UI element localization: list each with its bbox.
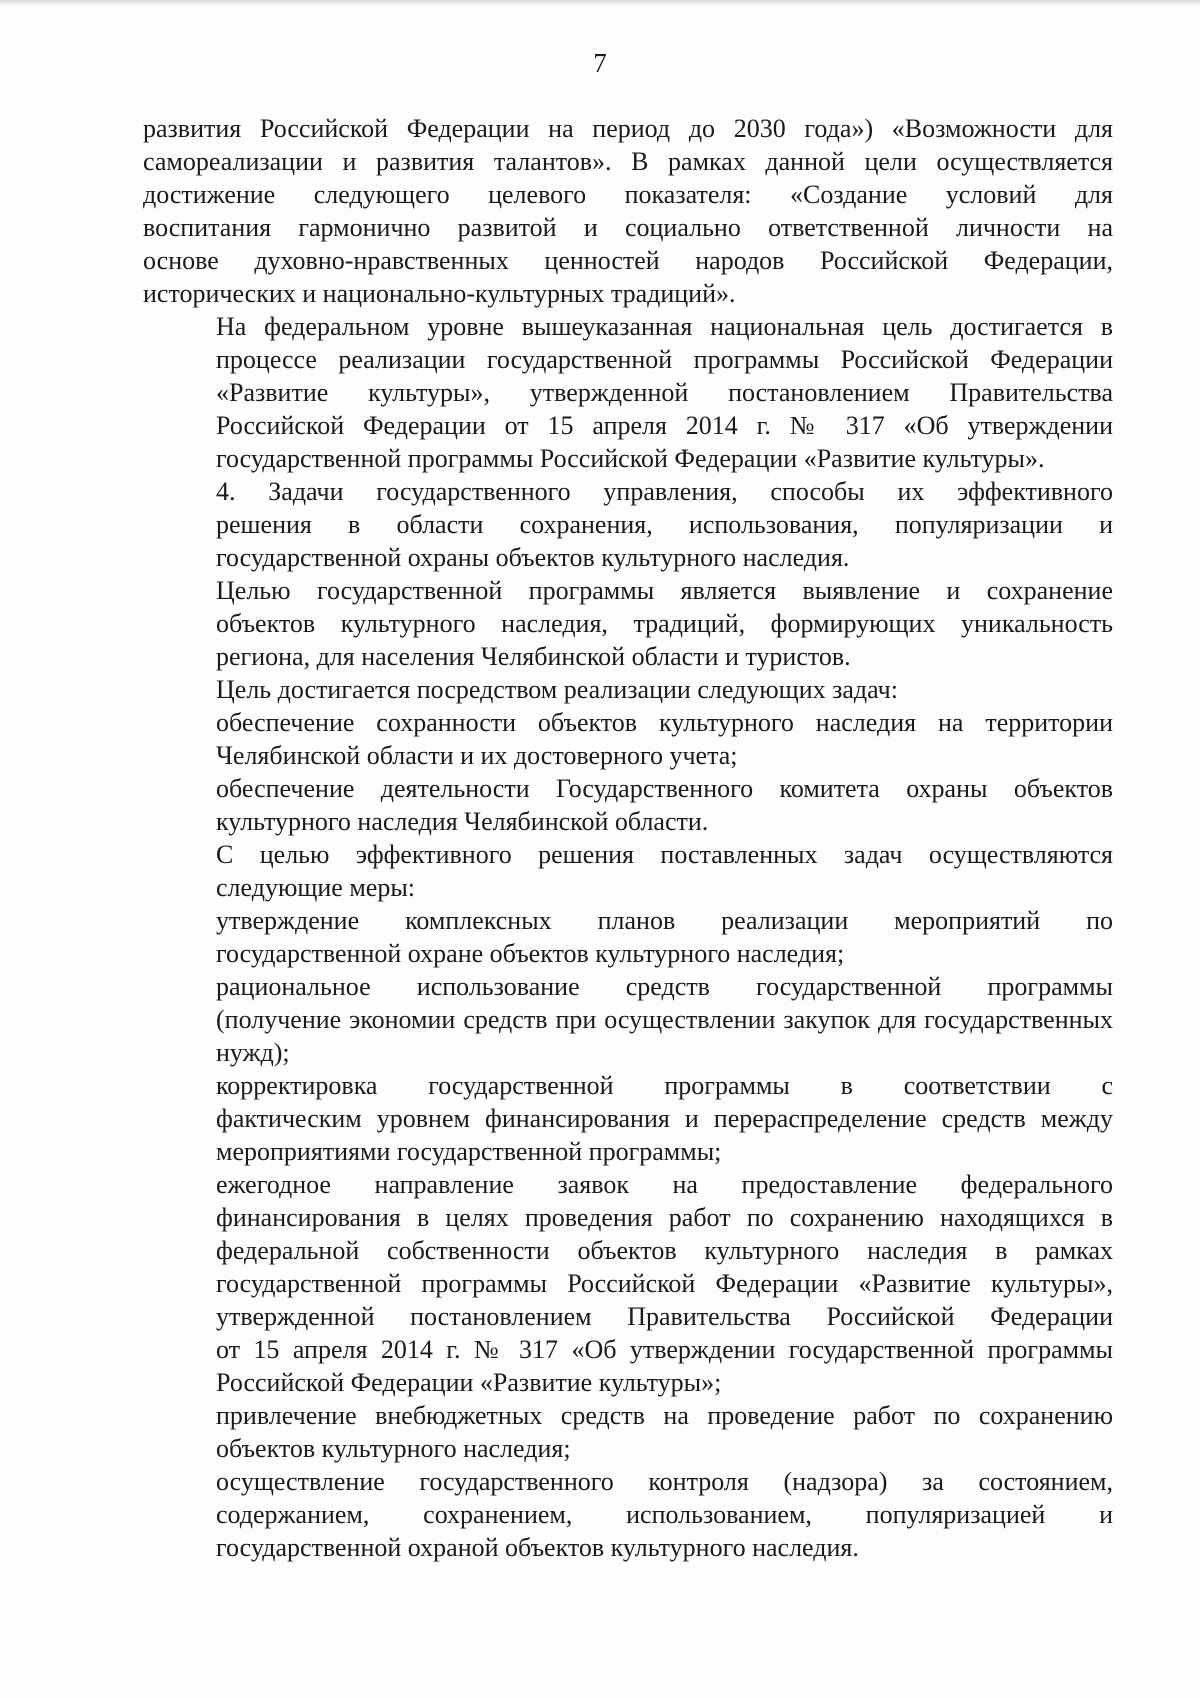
text-line: утверждение комплексных планов реализации мероприятий по [216,906,1113,935]
text-line: содержанием, сохранением, использованием, популяризацией и [216,1500,1113,1529]
text-line: воспитания гармонично развитой и социально ответственной личности на [143,213,1113,242]
text-line: основе духовно-нравственных ценностей народов Российской Федерации, [143,246,1113,275]
text-line: государственной охраной объектов культурного наследия. [216,1533,859,1562]
document-body [143,112,1113,1564]
text-line: нужд); [216,1038,290,1067]
paragraph [143,1069,1113,1168]
paragraph [143,310,1113,475]
text-line: государственной охране объектов культурного наследия; [216,939,845,968]
text-line: Российской Федерации «Развитие культуры»; [216,1368,722,1397]
paragraph [143,706,1113,772]
paragraph [143,1465,1113,1564]
text-line: 4. Задачи государственного управления, способы их эффективного [216,477,1113,506]
text-line: Челябинской области и их достоверного учета; [216,741,738,770]
text-line: (получение экономии средств при осуществлении закупок для государственных [216,1005,1113,1034]
paragraph [143,970,1113,1069]
text-line: «Развитие культуры», утвержденной постановлением Правительства [216,378,1113,407]
text-line: процессе реализации государственной программы Российской Федерации [216,345,1113,374]
text-line: фактическим уровнем финансирования и перераспределение средств между [216,1104,1113,1133]
text-line: обеспечение сохранности объектов культурного наследия на территории [216,708,1113,737]
text-line: Целью государственной программы является выявление и сохранение [216,576,1113,605]
text-line: государственной программы Российской Федерации «Развитие культуры», [216,1269,1113,1298]
paragraph [143,475,1113,574]
text-line: Цель достигается посредством реализации следующих задач: [216,675,898,704]
text-line: исторических и национально-культурных традиций». [143,279,736,308]
text-line: самореализации и развития талантов». В рамках данной цели осуществляется [143,147,1113,176]
text-line: С целью эффективного решения поставленных задач осуществляются [216,840,1113,869]
paragraph [143,1399,1113,1465]
text-line: финансирования в целях проведения работ по сохранению находящихся в [216,1203,1113,1232]
paragraph [143,838,1113,904]
text-line: следующие меры: [216,873,416,902]
text-line: рациональное использование средств государственной программы [216,972,1113,1001]
paragraph [143,904,1113,970]
text-line: корректировка государственной программы в соответствии с [216,1071,1113,1100]
paragraph [143,1168,1113,1399]
paragraph [143,673,1113,706]
text-line: мероприятиями государственной программы; [216,1137,722,1166]
text-line: привлечение внебюджетных средств на проведение работ по сохранению [216,1401,1113,1430]
text-line: культурного наследия Челябинской области. [216,807,709,836]
paragraph [143,574,1113,673]
text-line: развития Российской Федерации на период до 2030 года») «Возможности для [143,114,1113,143]
text-line: федеральной собственности объектов культурного наследия в рамках [216,1236,1113,1265]
paragraph [143,112,1113,310]
text-line: решения в области сохранения, использования, популяризации и [216,510,1113,539]
page-number: 7 [593,48,607,78]
scan-edge-shadow [0,0,1200,6]
text-line: ежегодное направление заявок на предоставление федерального [216,1170,1113,1199]
text-line: утвержденной постановлением Правительства Российской Федерации [216,1302,1113,1331]
text-line: На федеральном уровне вышеуказанная национальная цель достигается в [216,312,1113,341]
text-line: от 15 апреля 2014 г. № 317 «Об утверждении государственной программы [216,1335,1113,1364]
text-line: Российской Федерации от 15 апреля 2014 г. № 317 «Об утверждении [216,411,1113,440]
text-line: осуществление государственного контроля (надзора) за состоянием, [216,1467,1113,1496]
text-line: обеспечение деятельности Государственного комитета охраны объектов [216,774,1113,803]
text-line: объектов культурного наследия, традиций, формирующих уникальность [216,609,1113,638]
text-line: государственной программы Российской Федерации «Развитие культуры». [216,444,1045,473]
paragraph [143,772,1113,838]
text-line: региона, для населения Челябинской области и туристов. [216,642,851,671]
text-line: достижение следующего целевого показателя: «Создание условий для [143,180,1113,209]
text-line: объектов культурного наследия; [216,1434,571,1463]
text-line: государственной охраны объектов культурного наследия. [216,543,850,572]
